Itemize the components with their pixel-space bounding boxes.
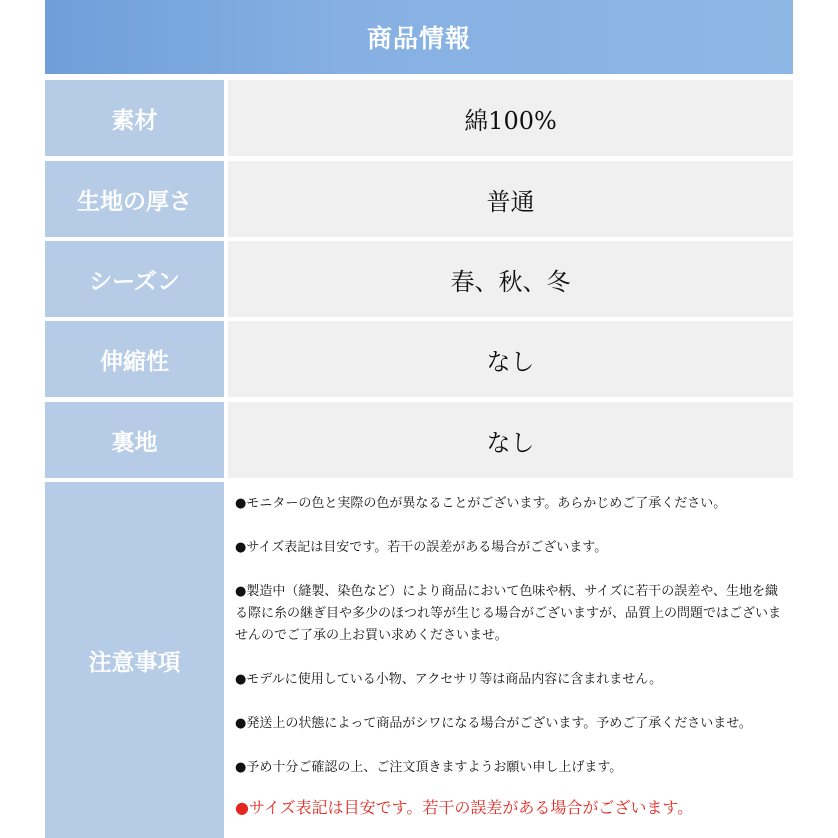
table-row-thickness [45,161,793,237]
row-value: 綿100% [228,80,793,156]
row-value: なし [228,402,793,478]
row-value: なし [228,321,793,397]
note-item: ●製造中（縫製、染色など）により商品において色味や柄、サイズに若干の誤差や、生地を織る際に糸の継ぎ目や多少のほつれ等が生じる場合がございますが、品質上の問題ではございませんのでご了承の上お買い求めくださいませ。 [235,584,782,643]
row-label: 裏地 [45,402,224,478]
table-row-season [45,241,793,317]
table-row-stretch [45,321,793,397]
note-item: ●サイズ表記は目安です。若干の誤差がある場合がございます。 [235,540,608,555]
highlight-note: ●サイズ表記は目安です。若干の誤差がある場合がございます。 [235,798,694,817]
notes-list [228,482,793,838]
table-row-lining [45,402,793,478]
note-item: ●発送上の状態によって商品がシワになる場合がございます。予めご了承くださいませ。 [235,716,752,731]
row-label: 素材 [45,80,224,156]
table-row-notes [45,482,793,838]
note-item: ●予め十分ご確認の上、ご注文頂きますようお願い申し上げます。 [235,760,623,775]
row-label: シーズン [45,241,224,317]
row-value: 普通 [228,161,793,237]
row-label: 注意事項 [45,482,224,838]
product-info-table [45,0,793,838]
row-label: 生地の厚さ [45,161,224,237]
row-value: 春、秋、冬 [228,241,793,317]
note-item: ●モデルに使用している小物、アクセサリ等は商品内容に含まれません。 [235,672,663,687]
row-label: 伸縮性 [45,321,224,397]
table-title: 商品情報 [366,24,471,53]
note-item: ●モニターの色と実際の色が異なることがございます。あらかじめご了承ください。 [235,496,727,511]
table-row-material [45,80,793,156]
table-header [45,0,793,74]
